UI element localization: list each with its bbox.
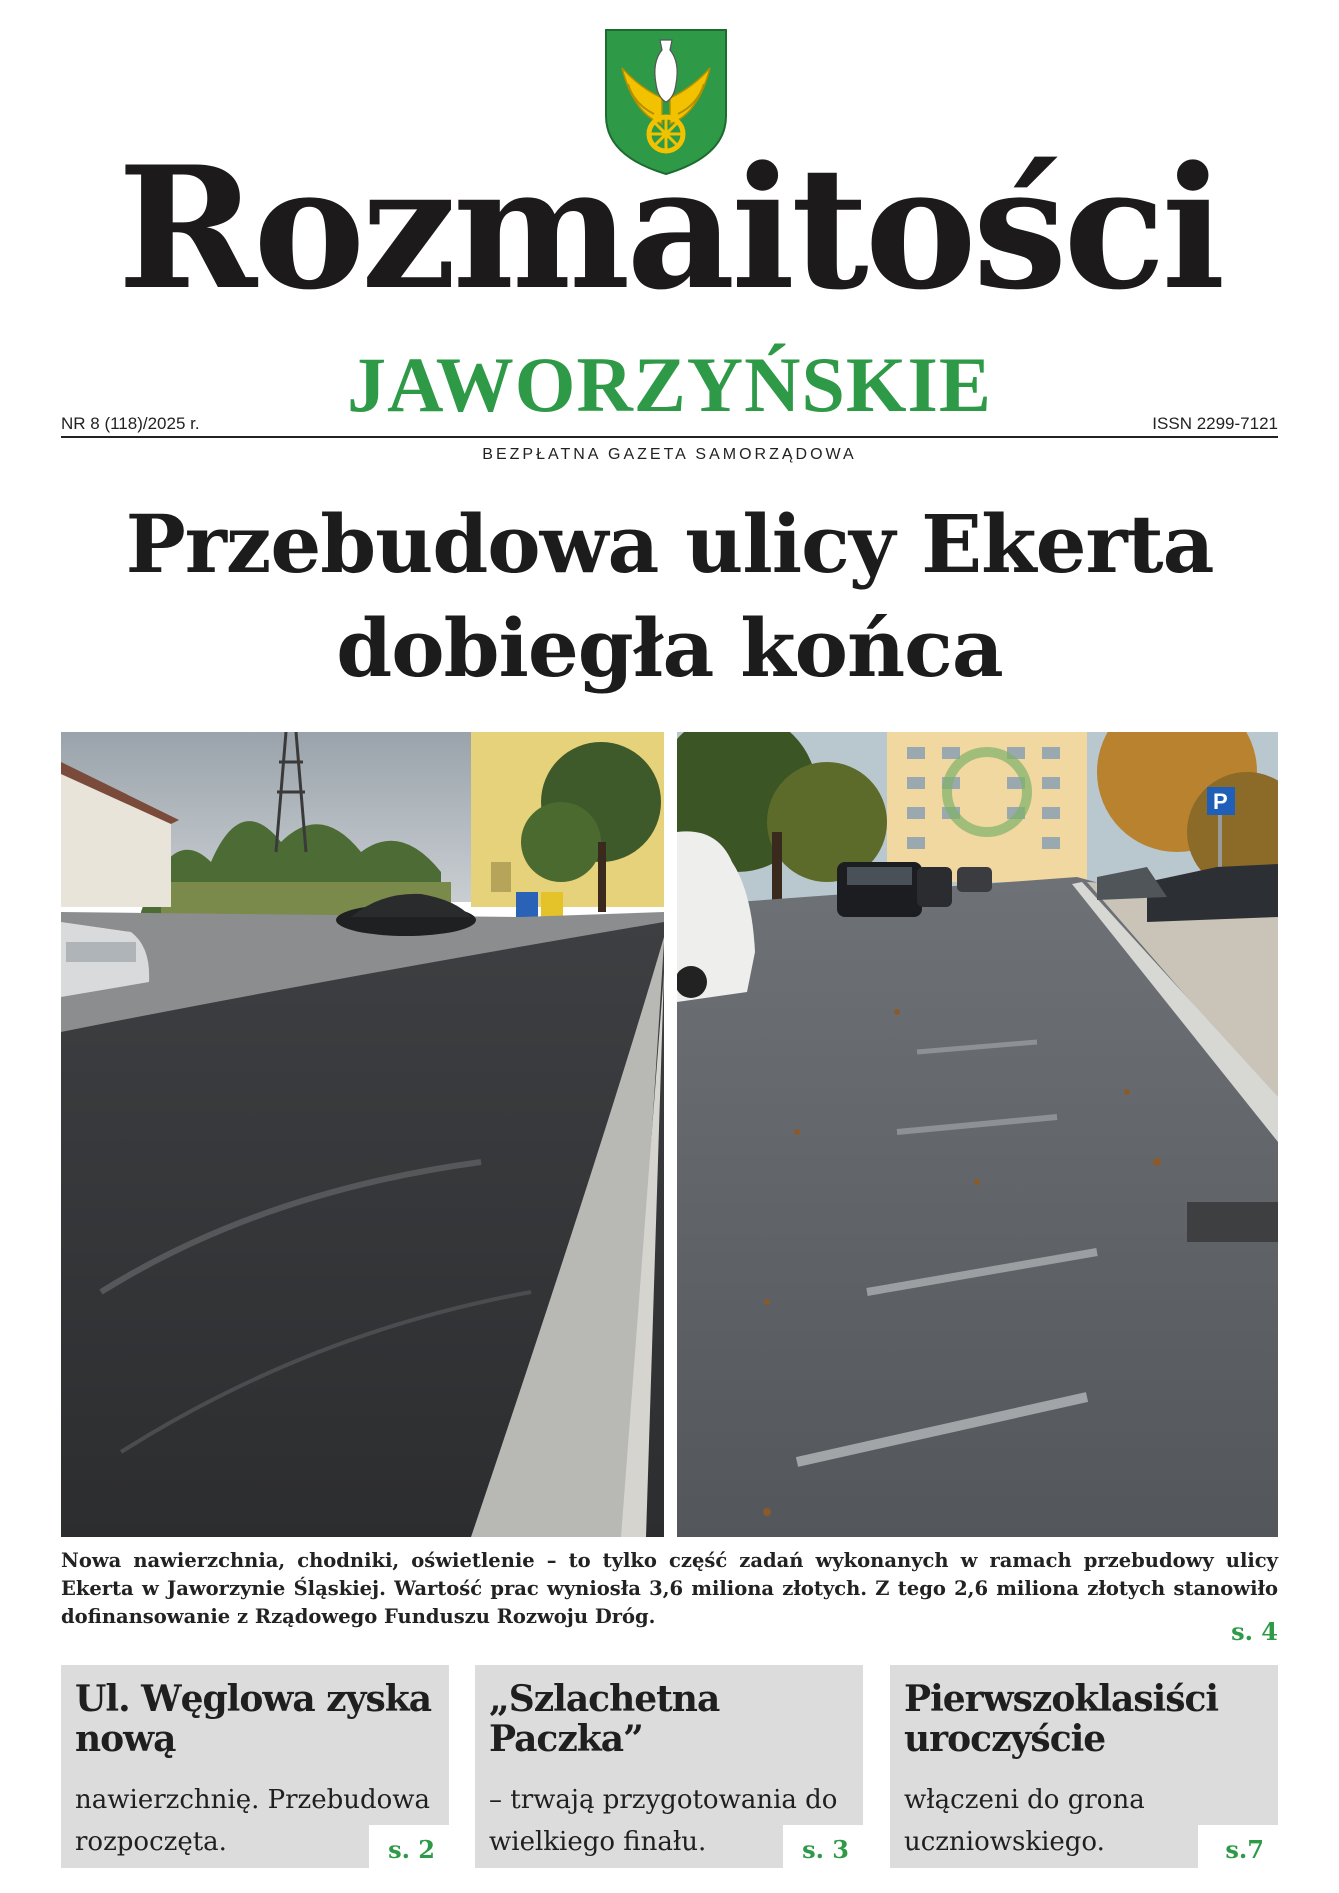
headline-line-2: dobiegła końca — [336, 601, 1003, 695]
teaser-body: – trwają przygotowania do wielkiego finału. — [489, 1785, 838, 1857]
teaser-body: nawierzchnię. Przebudowa rozpoczęta. — [75, 1785, 431, 1857]
road-photo-new-asphalt — [61, 732, 664, 1537]
tagline: BEZPŁATNA GAZETA SAMORZĄDOWA — [482, 446, 857, 463]
headline — [40, 492, 1299, 700]
teaser-page-ref[interactable]: s. 2 — [388, 1835, 435, 1864]
svg-text:P: P — [1213, 789, 1228, 814]
teaser-page-ref[interactable]: s. 3 — [802, 1835, 849, 1864]
teaser-box[interactable] — [475, 1665, 863, 1868]
teaser-title: Pierwszoklasiści uroczyście — [904, 1678, 1219, 1760]
masthead-divider — [61, 436, 1278, 438]
teaser-title: Ul. Węglowa zyska nową — [75, 1678, 432, 1760]
photo-caption: Nowa nawierzchnia, chodniki, oświetlenie – to tylko część zadań wykonanych w ramach przebudowy ulicy Ekerta w Jaworzynie Śląskiej. Wartość prac wyniosła 3,6 miliona złotych. Z tego 2,6 miliona złotych stanowiło dofinansowanie z Rządowego Funduszu Rozwoju Dróg. — [61, 1549, 1278, 1628]
teaser-body: włączeni do grona uczniowskiego. — [904, 1785, 1145, 1857]
issue-number: NR 8 (118)/2025 r. — [61, 414, 200, 433]
masthead-title: Rozmaitości — [117, 129, 1222, 327]
headline-line-1: Przebudowa ulicy Ekerta — [125, 497, 1214, 591]
issn: ISSN 2299-7121 — [1152, 414, 1278, 433]
teaser-box[interactable] — [61, 1665, 449, 1868]
caption-page-ref[interactable]: s. 4 — [1231, 1617, 1278, 1646]
masthead-subtitle: JAWORZYŃSKIE — [347, 341, 992, 428]
street-photo-with-parked-cars — [677, 732, 1278, 1537]
teaser-title: „Szlachetna Paczka” — [489, 1678, 720, 1760]
teaser-box[interactable] — [890, 1665, 1278, 1868]
teaser-page-ref[interactable]: s.7 — [1225, 1835, 1264, 1864]
